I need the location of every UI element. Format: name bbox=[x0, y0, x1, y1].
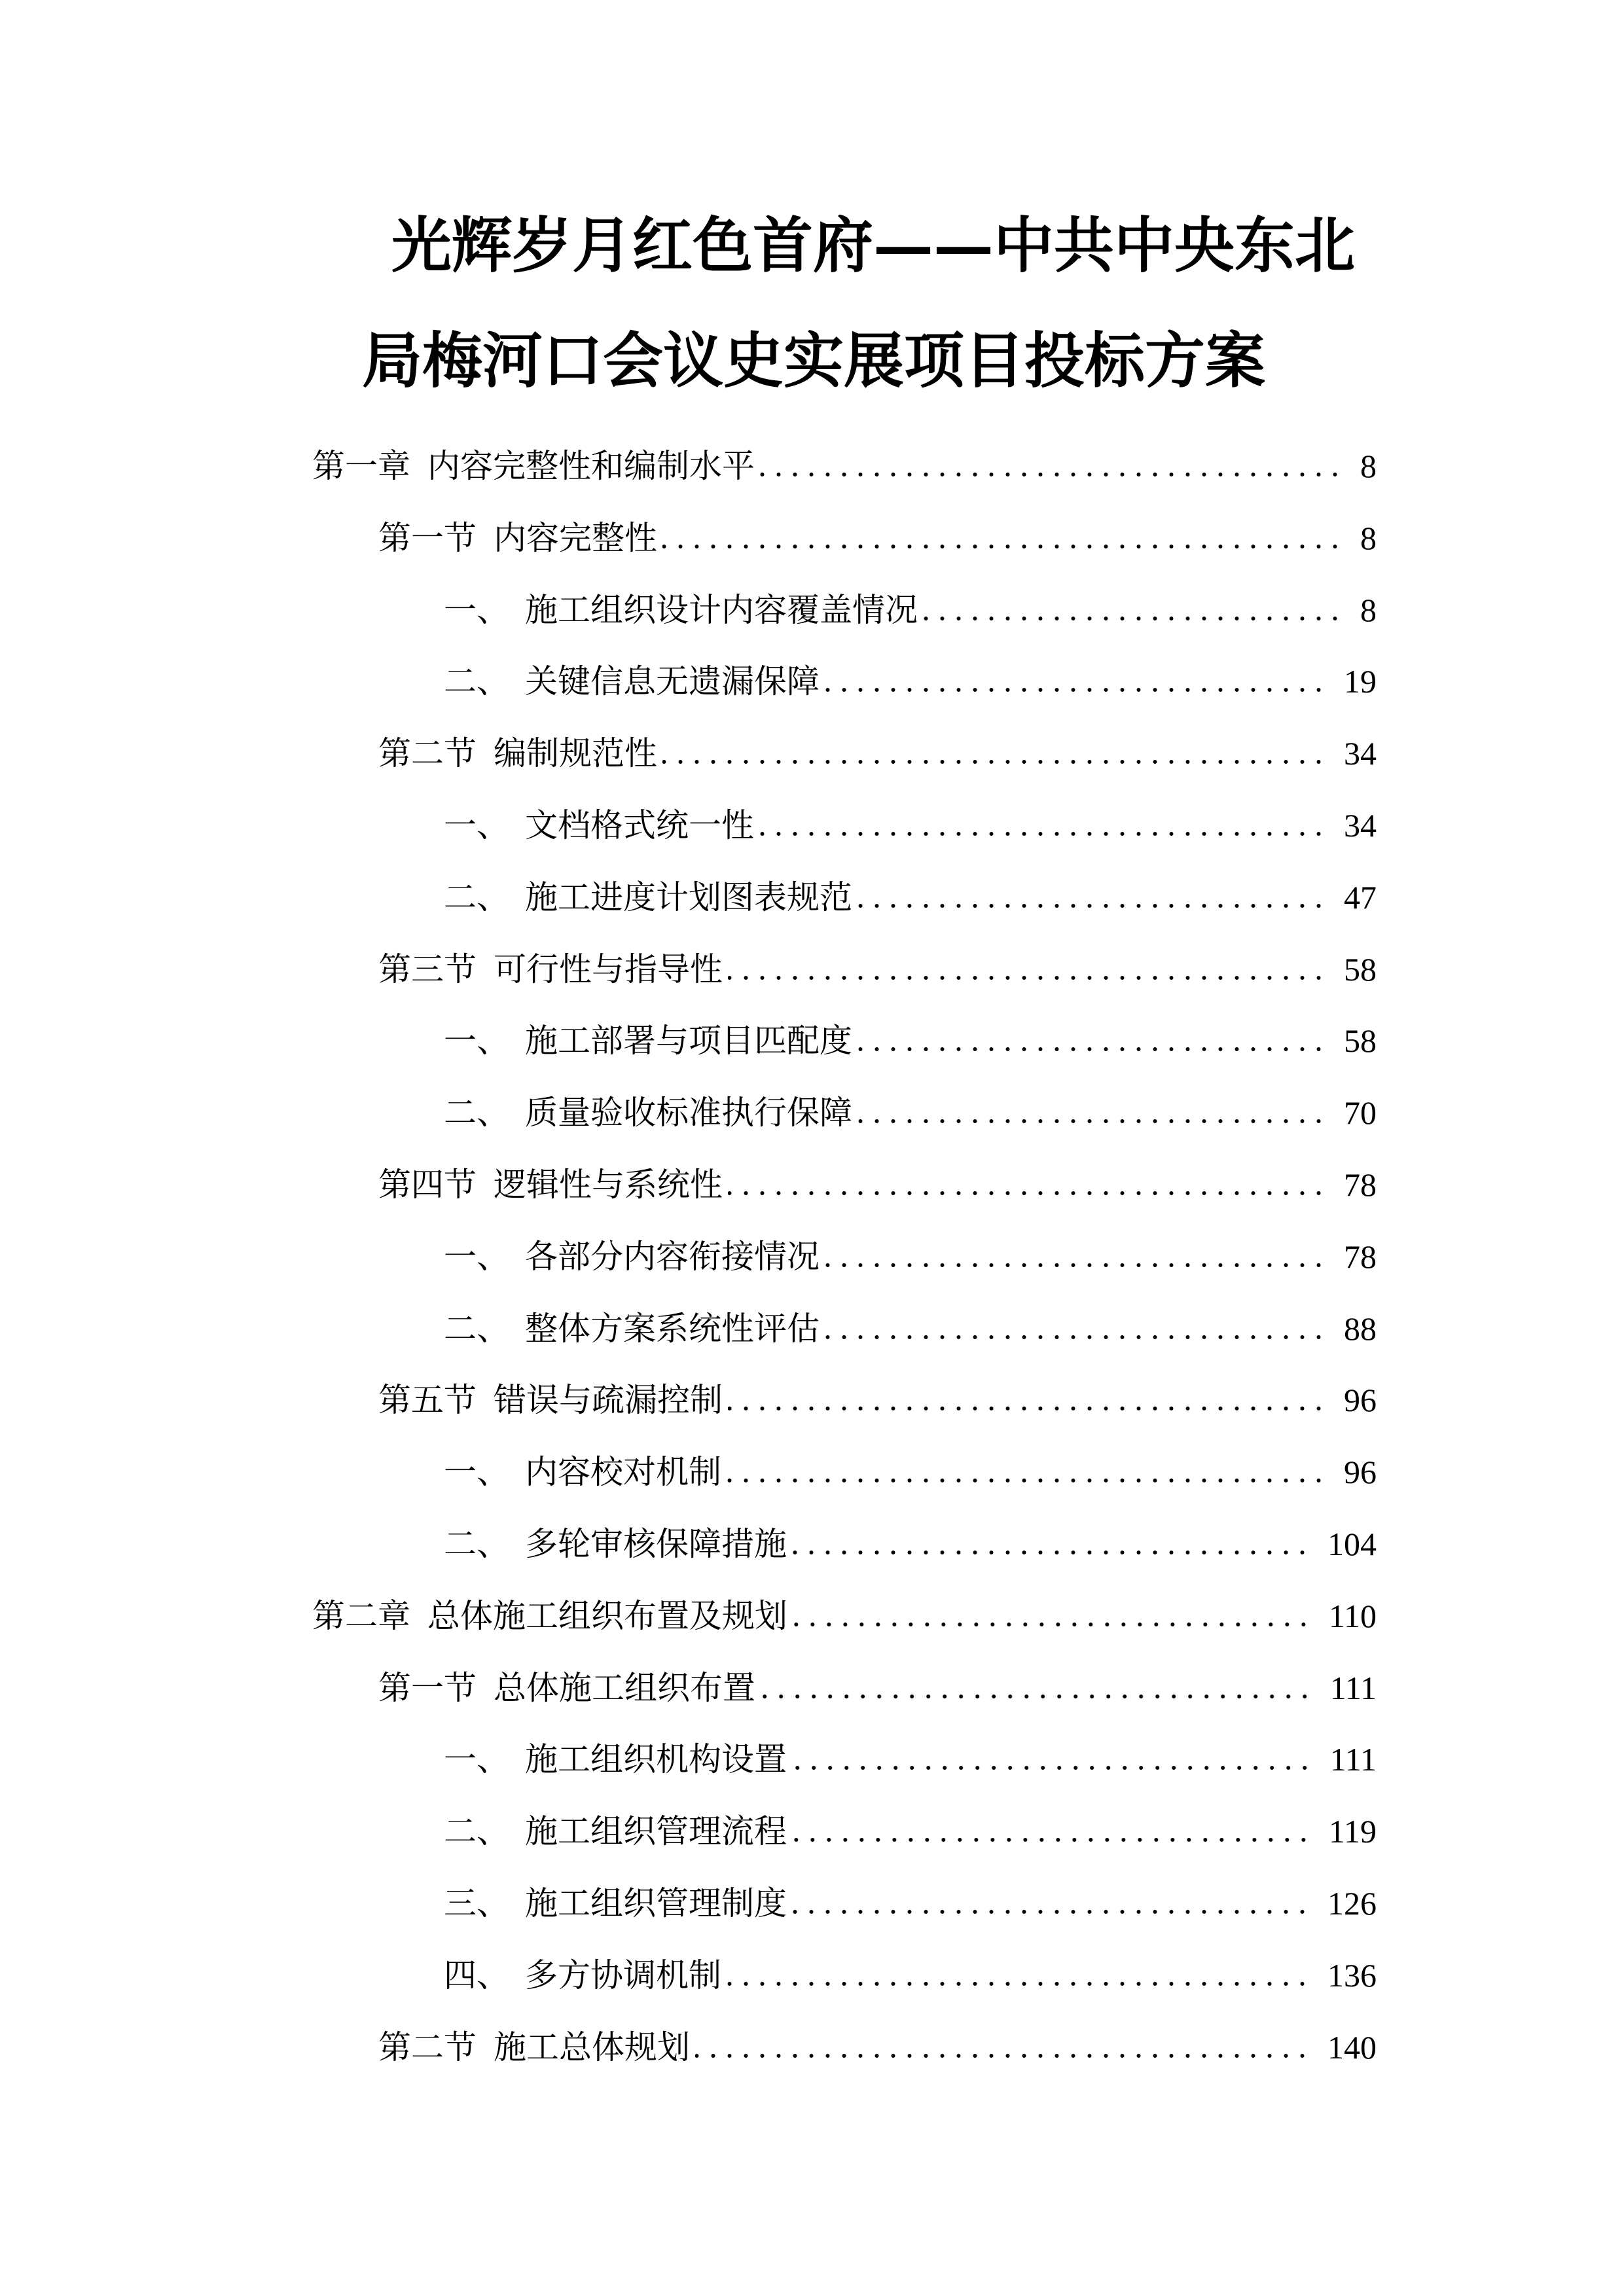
toc-entry-number: 第一节 bbox=[378, 1669, 477, 1706]
dot-leader bbox=[825, 687, 1327, 692]
toc-entry-title: 施工总体规划 bbox=[494, 2028, 690, 2066]
dot-leader bbox=[728, 975, 1327, 980]
toc-chapter-entry[interactable] bbox=[312, 1581, 1377, 1653]
toc-entry-page: 136 bbox=[1327, 1956, 1377, 1994]
toc-entry-page: 8 bbox=[1360, 448, 1377, 484]
dot-leader bbox=[857, 1047, 1327, 1052]
toc-entry-page: 78 bbox=[1344, 1166, 1377, 1203]
dot-leader bbox=[662, 759, 1327, 764]
toc-entry-number: 二、 bbox=[444, 1813, 509, 1850]
toc-item-entry[interactable] bbox=[312, 646, 1377, 718]
toc-entry-page: 110 bbox=[1328, 1597, 1377, 1634]
toc-entry-page: 119 bbox=[1328, 1813, 1377, 1850]
toc-entry-number: 第五节 bbox=[378, 1382, 477, 1419]
toc-entry-page: 34 bbox=[1344, 735, 1377, 772]
dot-leader bbox=[728, 1406, 1327, 1411]
toc-entry-title: 总体施工组织布置及规划 bbox=[427, 1597, 787, 1634]
toc-entry-page: 88 bbox=[1344, 1310, 1377, 1347]
toc-entry-page: 140 bbox=[1327, 2028, 1377, 2066]
toc-item-entry[interactable] bbox=[312, 1221, 1377, 1293]
toc-entry-title: 施工组织管理流程 bbox=[525, 1813, 787, 1850]
toc-item-entry[interactable] bbox=[312, 1005, 1377, 1077]
toc-section-entry[interactable] bbox=[312, 934, 1377, 1006]
toc-entry-title: 施工组织设计内容覆盖情况 bbox=[525, 591, 918, 628]
document-title bbox=[362, 188, 1409, 418]
dot-leader bbox=[793, 1622, 1312, 1627]
dot-leader bbox=[857, 903, 1327, 908]
toc-item-entry[interactable] bbox=[312, 1724, 1377, 1796]
toc-entry-number: 第一节 bbox=[378, 519, 477, 556]
toc-entry-number: 第二节 bbox=[378, 2028, 477, 2066]
toc-section-entry[interactable] bbox=[312, 503, 1377, 575]
dot-leader bbox=[857, 1119, 1327, 1124]
toc-entry-title: 施工进度计划图表规范 bbox=[525, 878, 852, 916]
dot-leader bbox=[759, 831, 1327, 836]
toc-item-entry[interactable] bbox=[312, 1077, 1377, 1149]
toc-entry-page: 19 bbox=[1344, 663, 1377, 700]
toc-entry-page: 126 bbox=[1327, 1884, 1377, 1922]
toc-entry-page: 34 bbox=[1344, 806, 1377, 844]
toc-entry-page: 111 bbox=[1329, 1669, 1377, 1706]
dot-leader bbox=[923, 616, 1343, 621]
toc-entry-title: 整体方案系统性评估 bbox=[525, 1310, 820, 1347]
dot-leader bbox=[695, 2053, 1310, 2058]
toc-section-entry[interactable] bbox=[312, 2012, 1377, 2084]
toc-entry-page: 58 bbox=[1344, 950, 1377, 988]
toc-section-entry[interactable] bbox=[312, 1653, 1377, 1725]
toc-entry-page: 78 bbox=[1344, 1238, 1377, 1275]
toc-entry-title: 文档格式统一性 bbox=[525, 806, 754, 844]
toc-entry-number: 第三节 bbox=[378, 950, 477, 988]
toc-entry-number: 四、 bbox=[444, 1956, 509, 1994]
toc-item-entry[interactable] bbox=[312, 862, 1377, 934]
toc-entry-title: 施工组织管理制度 bbox=[525, 1884, 787, 1922]
toc-item-entry[interactable] bbox=[312, 1293, 1377, 1365]
dot-leader bbox=[727, 1478, 1327, 1483]
toc-entry-page: 8 bbox=[1360, 591, 1377, 628]
toc-entry-title: 质量验收标准执行保障 bbox=[525, 1094, 852, 1132]
toc-section-entry[interactable] bbox=[312, 1149, 1377, 1221]
toc-entry-number: 一、 bbox=[444, 591, 509, 628]
toc-entry-number: 一、 bbox=[444, 806, 509, 844]
toc-entry-title: 施工部署与项目匹配度 bbox=[525, 1022, 852, 1060]
dot-leader bbox=[760, 472, 1343, 477]
toc-entry-page: 111 bbox=[1329, 1741, 1377, 1778]
dot-leader bbox=[792, 1765, 1313, 1770]
toc-entry-number: 三、 bbox=[444, 1884, 509, 1922]
toc-entry-title: 多轮审核保障措施 bbox=[525, 1525, 787, 1562]
toc-entry-title: 编制规范性 bbox=[494, 735, 657, 772]
toc-entry-number: 二、 bbox=[444, 1094, 509, 1132]
toc-section-entry[interactable] bbox=[312, 718, 1377, 790]
toc-item-entry[interactable] bbox=[312, 790, 1377, 862]
toc-entry-page: 96 bbox=[1344, 1454, 1377, 1491]
dot-leader bbox=[727, 1981, 1310, 1986]
toc-item-entry[interactable] bbox=[312, 1509, 1377, 1581]
toc-entry-page: 70 bbox=[1344, 1094, 1377, 1132]
dot-leader bbox=[792, 1909, 1310, 1914]
toc-item-entry[interactable] bbox=[312, 1796, 1377, 1868]
toc-entry-title: 逻辑性与系统性 bbox=[494, 1166, 723, 1203]
toc-entry-number: 第四节 bbox=[378, 1166, 477, 1203]
toc-entry-title: 施工组织机构设置 bbox=[525, 1741, 787, 1778]
toc-entry-title: 多方协调机制 bbox=[525, 1956, 721, 1994]
toc-entry-number: 一、 bbox=[444, 1022, 509, 1060]
dot-leader bbox=[792, 1837, 1312, 1842]
toc-entry-title: 可行性与指导性 bbox=[494, 950, 723, 988]
dot-leader bbox=[761, 1694, 1313, 1699]
dot-leader bbox=[825, 1263, 1327, 1268]
dot-leader bbox=[825, 1335, 1327, 1340]
toc-entry-number: 一、 bbox=[444, 1741, 509, 1778]
toc-entry-number: 第二节 bbox=[378, 735, 477, 772]
toc-entry-page: 96 bbox=[1344, 1382, 1377, 1419]
title-line-1: 光辉岁月红色首府——中共中央东北 bbox=[391, 210, 1356, 281]
toc-entry-number: 一、 bbox=[444, 1454, 509, 1491]
toc-entry-title: 关键信息无遗漏保障 bbox=[525, 663, 820, 700]
toc-entry-page: 47 bbox=[1344, 878, 1377, 916]
toc-entry-page: 8 bbox=[1360, 519, 1377, 556]
toc-item-entry[interactable] bbox=[312, 575, 1377, 647]
toc-entry-number: 一、 bbox=[444, 1238, 509, 1275]
toc-entry-title: 内容校对机制 bbox=[525, 1454, 721, 1491]
toc-section-entry[interactable] bbox=[312, 1365, 1377, 1437]
dot-leader bbox=[792, 1550, 1310, 1555]
toc-entry-number: 第二章 bbox=[312, 1597, 410, 1634]
toc-entry-page: 104 bbox=[1327, 1525, 1377, 1562]
table-of-contents bbox=[312, 431, 1377, 2083]
toc-entry-page: 58 bbox=[1344, 1022, 1377, 1060]
toc-entry-number: 二、 bbox=[444, 663, 509, 700]
toc-entry-number: 第一章 bbox=[312, 448, 410, 484]
toc-entry-title: 各部分内容衔接情况 bbox=[525, 1238, 820, 1275]
dot-leader bbox=[662, 544, 1343, 549]
toc-entry-title: 总体施工组织布置 bbox=[494, 1669, 755, 1706]
toc-entry-title: 错误与疏漏控制 bbox=[494, 1382, 723, 1419]
toc-item-entry[interactable] bbox=[312, 1868, 1377, 1940]
toc-item-entry[interactable] bbox=[312, 1940, 1377, 2012]
toc-entry-title: 内容完整性和编制水平 bbox=[427, 448, 755, 484]
dot-leader bbox=[728, 1191, 1327, 1196]
toc-entry-number: 二、 bbox=[444, 1525, 509, 1562]
toc-entry-title: 内容完整性 bbox=[494, 519, 657, 556]
toc-entry-number: 二、 bbox=[444, 1310, 509, 1347]
toc-chapter-entry[interactable] bbox=[312, 431, 1377, 503]
toc-item-entry[interactable] bbox=[312, 1437, 1377, 1509]
title-line-2: 局梅河口会议史实展项目投标方案 bbox=[362, 325, 1266, 396]
toc-entry-number: 二、 bbox=[444, 878, 509, 916]
